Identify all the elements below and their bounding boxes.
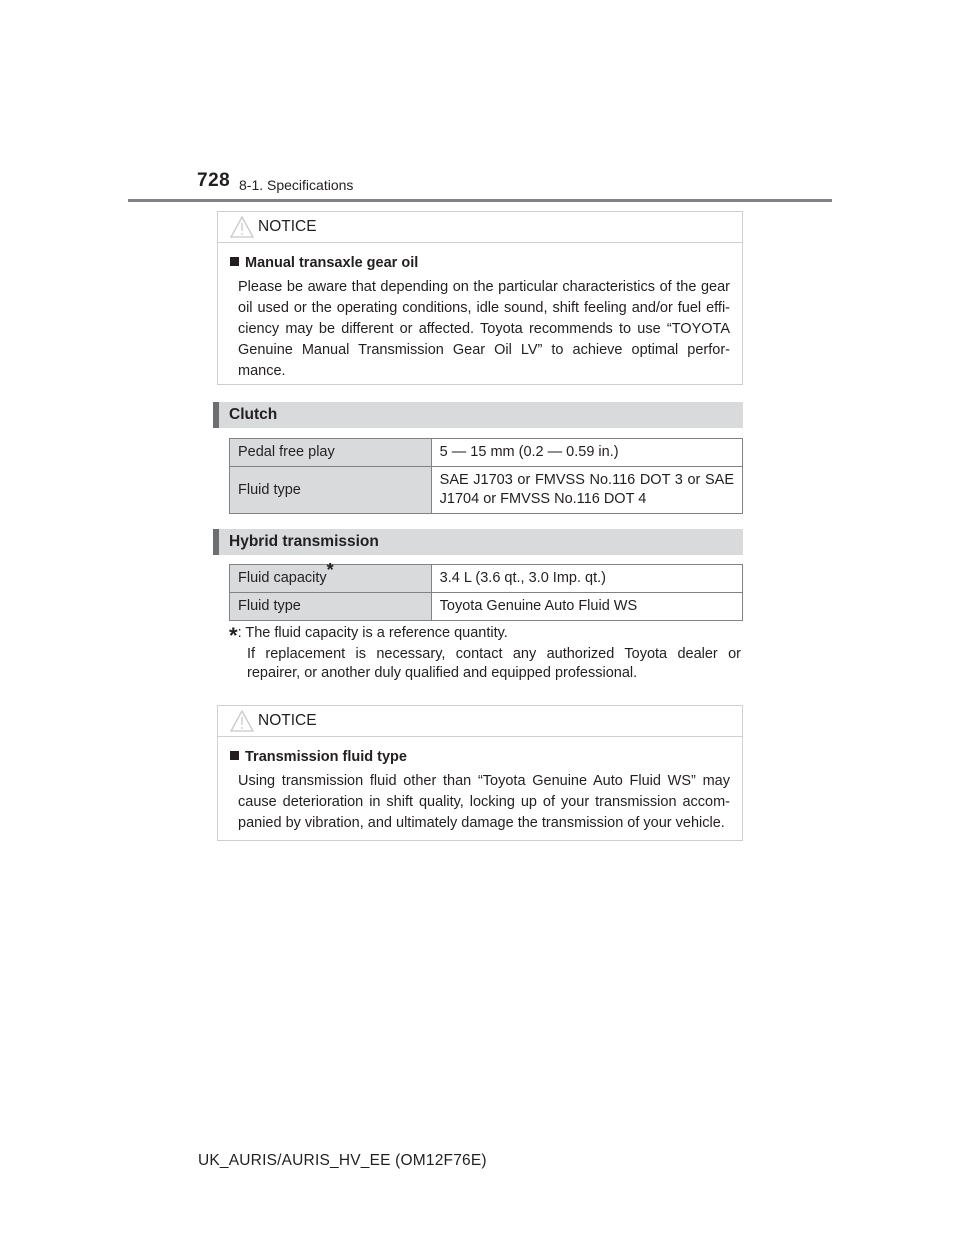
table-row: [230, 467, 743, 514]
clutch-heading: [213, 402, 743, 428]
hybrid-heading-text: Hybrid transmission: [229, 533, 379, 550]
notice-item-title: Manual transaxle gear oil: [245, 255, 419, 271]
clutch-table: [229, 438, 743, 514]
table-row: [230, 439, 743, 467]
notice-title: NOTICE: [258, 218, 317, 235]
notice-item-heading: [230, 255, 418, 271]
notice-header: [218, 706, 742, 737]
clutch-heading-text: Clutch: [229, 406, 278, 423]
page-number: 728: [197, 170, 231, 191]
row-value: 5 — 15 mm (0.2 — 0.59 in.): [431, 439, 742, 467]
square-bullet-icon: [230, 751, 239, 760]
table-row: [230, 593, 743, 621]
row-label: Fluid type: [230, 467, 432, 514]
footnote-star: *: [229, 623, 238, 648]
warning-icon: [230, 216, 254, 238]
hybrid-heading: [213, 529, 743, 555]
notice-box-fluid-type: [217, 705, 743, 841]
row-value: SAE J1703 or FMVSS No.116 DOT 3 or SAE J1704 or FMVSS No.116 DOT 4: [431, 467, 742, 514]
row-value: Toyota Genuine Auto Fluid WS: [431, 593, 742, 621]
notice-header: [218, 212, 742, 243]
row-label: Pedal free play: [230, 439, 432, 467]
notice-title: NOTICE: [258, 712, 317, 729]
section-title: 8-1. Specifications: [239, 177, 354, 193]
footer-code: UK_AURIS/AURIS_HV_EE (OM12F76E): [198, 1152, 487, 1169]
row-label: [230, 560, 432, 593]
row-value: 3.4 L (3.6 qt., 3.0 Imp. qt.): [431, 565, 742, 593]
notice-body: Using transmission fluid other than “Toyota Genuine Auto Fluid WS” may cause deterioration in shift quality, locking up of your transmission accom-panied by vibration, and ultimately damage the transmission of your vehicle.: [238, 773, 730, 831]
notice-item-heading: [230, 749, 407, 765]
footnote-line2: If replacement is necessary, contact any authorized Toyota dealer or repairer, or another duly qualified and equipped professional.: [247, 646, 741, 681]
row-label-text: Fluid capacity: [238, 570, 327, 586]
header-rule: [128, 199, 832, 202]
notice-box-gear-oil: [217, 211, 743, 385]
footnote: [229, 624, 741, 683]
row-label: Fluid type: [230, 593, 432, 621]
square-bullet-icon: [230, 257, 239, 266]
table-row: [230, 565, 743, 593]
hybrid-table: [229, 560, 743, 621]
notice-item-title: Transmission fluid type: [245, 749, 407, 765]
footnote-line1: : The fluid capacity is a reference quantity.: [237, 625, 508, 641]
footnote-mark: *: [326, 560, 334, 581]
notice-body: Please be aware that depending on the particular characteristics of the gear oil used or the operating conditions, idle sound, shift feeling and/or fuel effi-ciency may be different or affected. Toyota recommends to use “TOYOTA Genuine Manual Transmission Gear Oil LV” to achieve optimal perfor-mance.: [238, 279, 730, 379]
warning-icon: [230, 710, 254, 732]
